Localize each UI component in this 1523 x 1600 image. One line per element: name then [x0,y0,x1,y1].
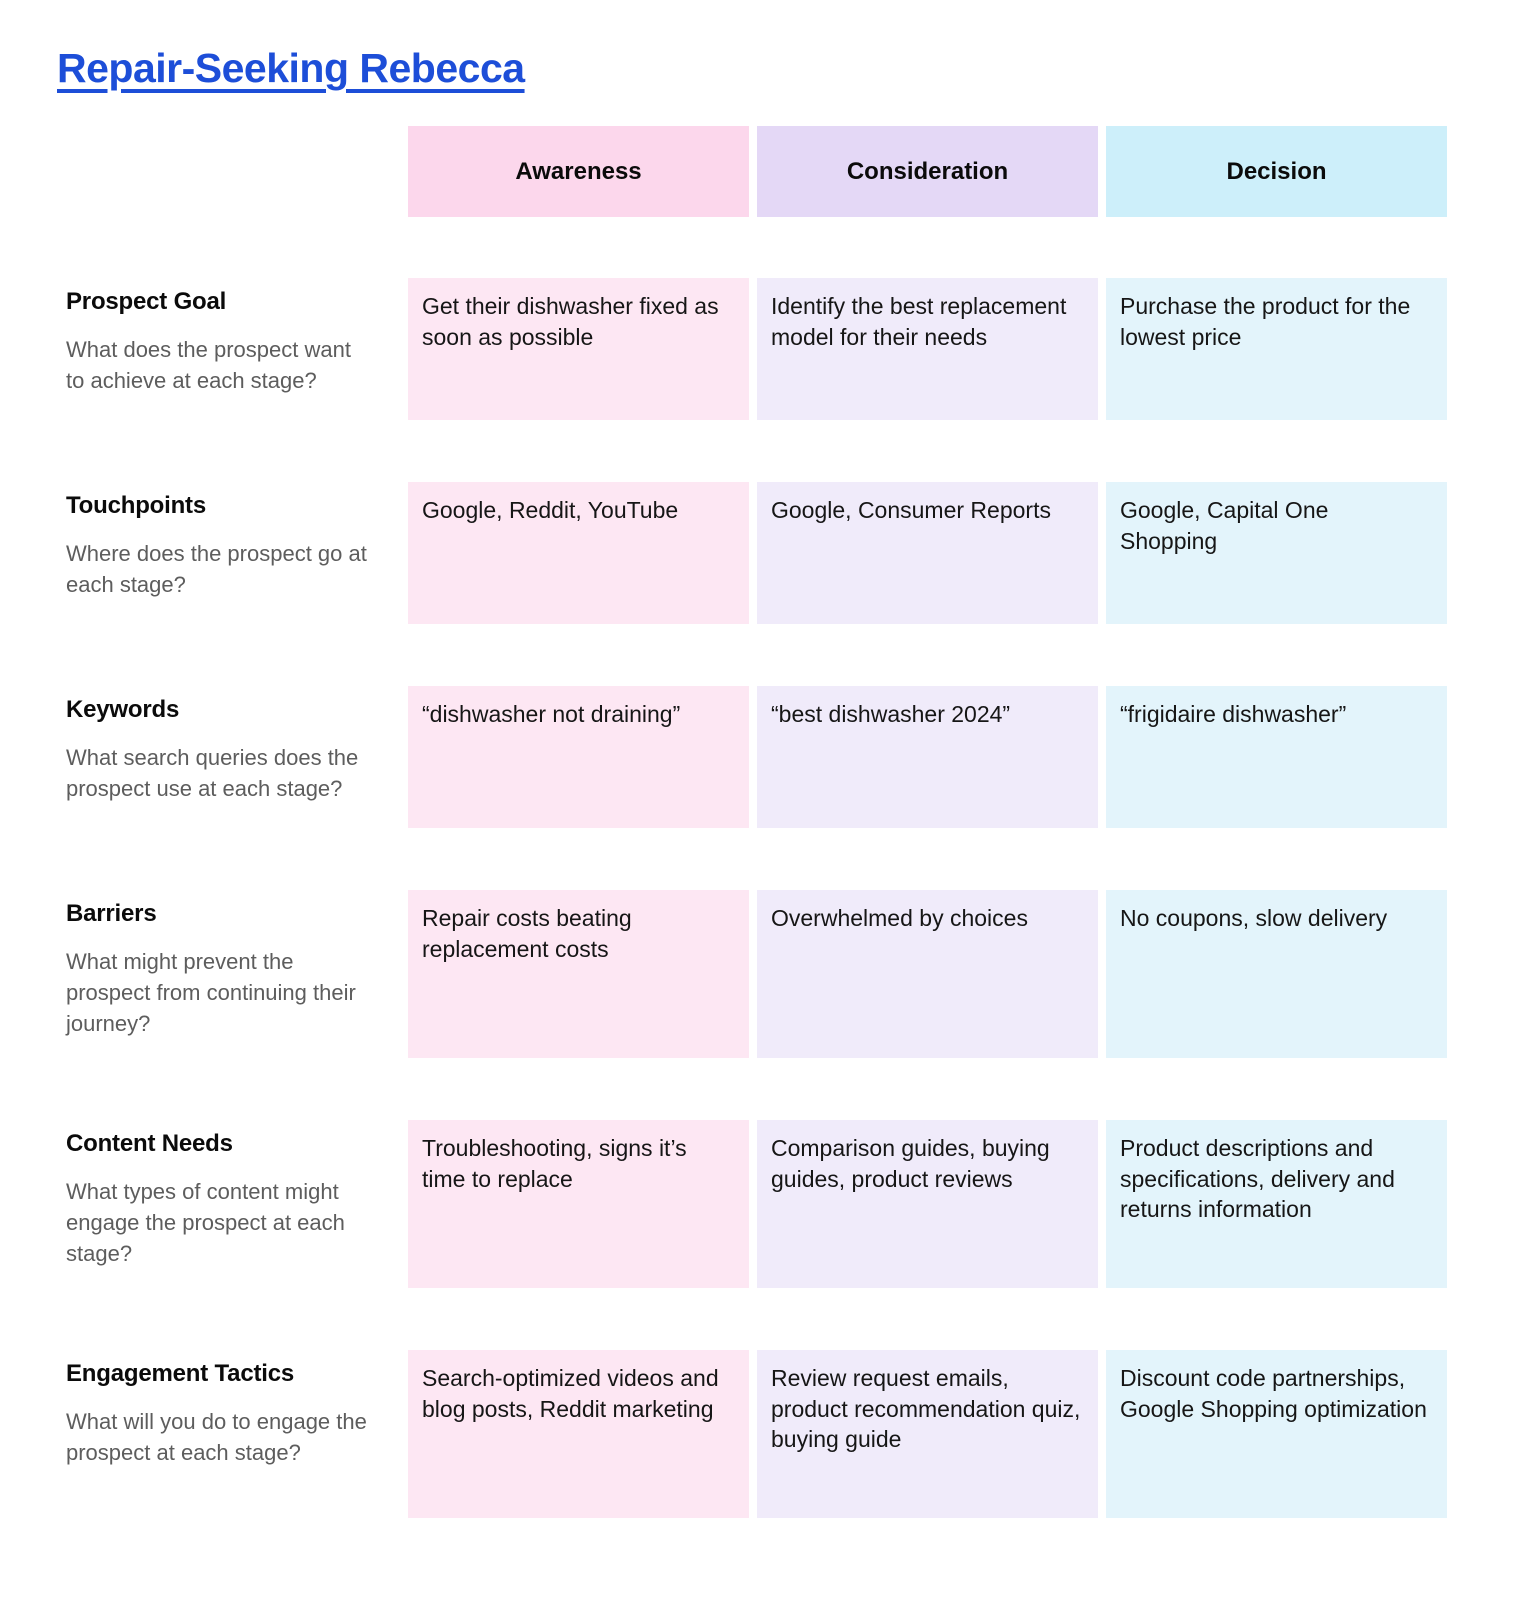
row-title: Content Needs [66,1130,233,1157]
cell-decision: Purchase the product for the lowest price [1106,278,1447,420]
column-header-consideration: Consideration [757,126,1098,217]
cell-decision: No coupons, slow delivery [1106,890,1447,1058]
row-title: Engagement Tactics [66,1360,295,1387]
cell-consideration: Identify the best replacement model for their needs [757,278,1098,420]
table-row-touchpoints [66,482,1448,624]
row-question: What does the prospect want to achieve at each stage? [66,337,351,394]
cell-consideration: Google, Consumer Reports [757,482,1098,624]
table-row-barriers [66,890,1448,1058]
row-title: Prospect Goal [66,288,227,315]
row-question: Where does the prospect go at each stage? [66,541,367,598]
cell-awareness: Search-optimized videos and blog posts, Reddit marketing [408,1350,749,1518]
table-row-prospect-goal [66,278,1448,420]
table-row-engagement-tactics [66,1350,1448,1518]
row-title: Barriers [66,900,157,927]
row-question: What search queries does the prospect use at each stage? [66,745,359,802]
cell-decision: Discount code partnerships, Google Shopping optimization [1106,1350,1447,1518]
cell-awareness: “dishwasher not draining” [408,686,749,828]
cell-awareness: Google, Reddit, YouTube [408,482,749,624]
column-header-decision: Decision [1106,126,1447,217]
cell-consideration: “best dishwasher 2024” [757,686,1098,828]
table-row-content-needs [66,1120,1448,1288]
cell-consideration: Comparison guides, buying guides, product reviews [757,1120,1098,1288]
header-corner-spacer [66,126,400,217]
cell-consideration: Overwhelmed by choices [757,890,1098,1058]
row-header [66,1350,400,1518]
row-header [66,890,400,1058]
cell-consideration: Review request emails, product recommendation quiz, buying guide [757,1350,1098,1518]
row-header [66,1120,400,1288]
page-title[interactable]: Repair-Seeking Rebecca [57,45,525,91]
cell-decision: Product descriptions and specifications, delivery and returns information [1106,1120,1447,1288]
journey-table [66,126,1448,1518]
cell-decision: Google, Capital One Shopping [1106,482,1447,624]
row-question: What will you do to engage the prospect at each stage? [66,1409,367,1466]
row-header [66,482,400,624]
row-title: Keywords [66,696,180,723]
table-header-row [66,126,1448,217]
cell-awareness: Get their dishwasher fixed as soon as possible [408,278,749,420]
cell-awareness: Troubleshooting, signs it’s time to replace [408,1120,749,1288]
row-header [66,278,400,420]
column-header-awareness: Awareness [408,126,749,217]
row-title: Touchpoints [66,492,206,519]
cell-decision: “frigidaire dishwasher” [1106,686,1447,828]
row-header [66,686,400,828]
row-question: What types of content might engage the prospect at each stage? [66,1179,345,1267]
cell-awareness: Repair costs beating replacement costs [408,890,749,1058]
table-row-keywords [66,686,1448,828]
row-question: What might prevent the prospect from continuing their journey? [66,949,356,1037]
